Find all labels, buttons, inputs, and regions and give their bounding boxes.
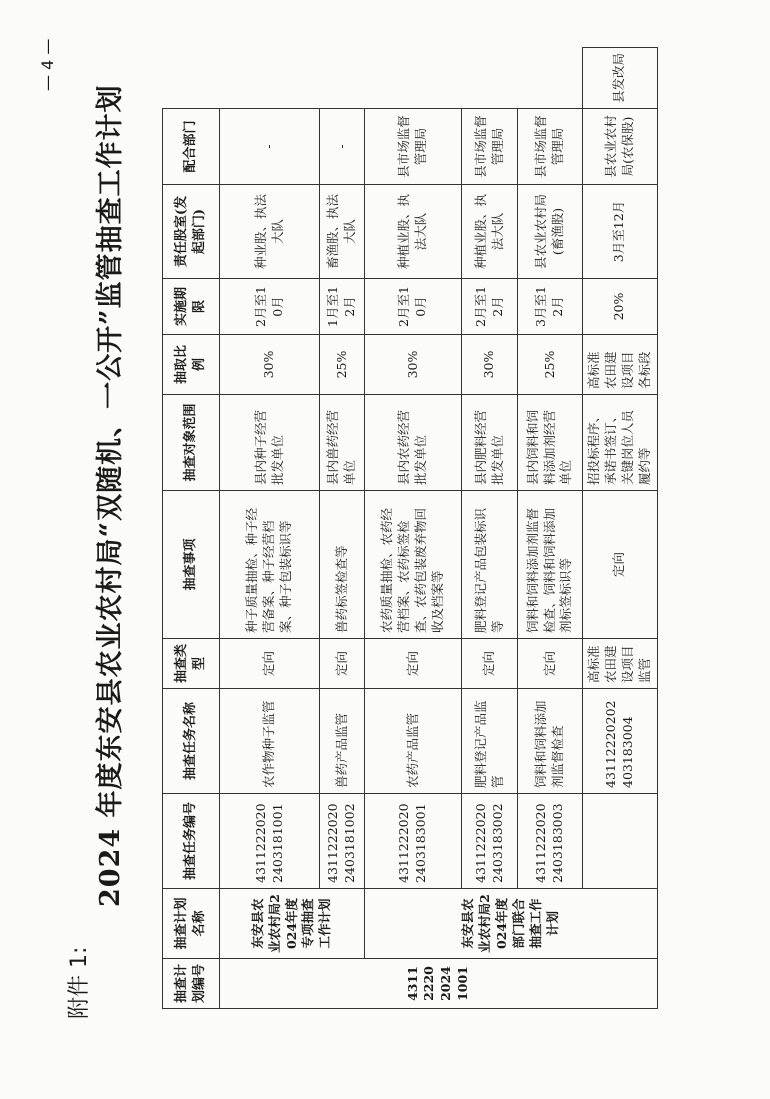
table-row xyxy=(583,47,658,1008)
period-cell: 1月至12月 xyxy=(320,279,365,335)
task-code-cell: 43112220202403183003 xyxy=(518,794,583,889)
type-cell: 定向 xyxy=(220,639,320,689)
type-cell: 定向 xyxy=(320,639,365,689)
dept-cell: 种植业股、执法大队 xyxy=(365,185,462,279)
task-name-cell: 兽药产品监管 xyxy=(320,689,365,794)
ratio-cell: 25% xyxy=(320,335,365,395)
scope-cell: 县内肥料经营批发单位 xyxy=(462,395,518,491)
task-code-cell: 43112220202403181001 xyxy=(220,794,320,889)
scope-cell: 县内种子经营批发单位 xyxy=(220,395,320,491)
task-name-cell: 高标准农田建设项目监管 xyxy=(583,639,658,689)
header-cell: 抽查计划名称 xyxy=(163,889,220,959)
table-row xyxy=(518,47,583,1008)
type-cell: 定向 xyxy=(462,639,518,689)
partner-cell: 县发改局 xyxy=(583,47,658,108)
task-name-cell: 农药产品监管 xyxy=(365,689,462,794)
scope-cell: 县内饲料和饲料添加剂经营单位 xyxy=(518,395,583,491)
ratio-cell: 20% xyxy=(583,279,658,335)
header-cell: 抽查对象范围 xyxy=(163,395,220,491)
header-cell: 抽查计划编号 xyxy=(163,959,220,1009)
header-cell: 抽查类型 xyxy=(163,639,220,689)
task-name-cell: 肥料登记产品监管 xyxy=(462,689,518,794)
scope-cell: 县内农药经营批发单位 xyxy=(365,395,462,491)
ratio-cell: 30% xyxy=(365,335,462,395)
task-code-cell: 43112220202403183004 xyxy=(583,689,658,794)
task-code-cell: 43112220202403183002 xyxy=(462,794,518,889)
period-cell: 2月至10月 xyxy=(220,279,320,335)
scope-cell: 县内兽药经营单位 xyxy=(320,395,365,491)
scope-cell: 高标准农田建设项目各标段 xyxy=(583,335,658,395)
header-cell: 配合部门 xyxy=(163,109,220,185)
period-cell: 3月至12月 xyxy=(518,279,583,335)
page-number: — 4 — xyxy=(38,38,57,91)
dept-cell: 种业股、执法大队 xyxy=(220,185,320,279)
ratio-cell: 25% xyxy=(518,335,583,395)
table-row xyxy=(320,47,365,1008)
items-cell: 饲料和饲料添加剂监督检查、饲料和饲料添加剂标签标识等 xyxy=(518,491,583,639)
items-cell: 肥料登记产品包装标识等 xyxy=(462,491,518,639)
task-code-cell: 43112220202403183001 xyxy=(365,794,462,889)
ratio-cell: 30% xyxy=(220,335,320,395)
dept-cell: 种植业股、执法大队 xyxy=(462,185,518,279)
plan-code-cell: 431122202024 1001 xyxy=(220,959,658,1009)
items-cell: 农药质量抽检、农药经营档案、农药标签检查、农药包装废弃物回收及档案等 xyxy=(365,491,462,639)
task-code-cell: 43112220202403181002 xyxy=(320,794,365,889)
items-cell: 兽药标签检查等 xyxy=(320,491,365,639)
inspection-plan-table xyxy=(162,47,658,1009)
type-cell: 定向 xyxy=(583,491,658,639)
type-cell: 定向 xyxy=(518,639,583,689)
partner-cell: 县市场监督管理局 xyxy=(518,109,583,185)
items-cell: 招投标程序、承诺书签订、关键岗位人员履约等 xyxy=(583,395,658,491)
period-cell: 2月至10月 xyxy=(365,279,462,335)
period-cell: 3月至12月 xyxy=(583,185,658,279)
task-name-cell: 饲料和饲料添加剂监督检查 xyxy=(518,689,583,794)
header-cell: 抽取比例 xyxy=(163,335,220,395)
header-cell: 抽查任务名称 xyxy=(163,689,220,794)
items-cell: 种子质量抽检、种子经营备案、种子经营档案、种子包装标识等 xyxy=(220,491,320,639)
dept-cell: 畜渔股、执法大队 xyxy=(320,185,365,279)
table-row xyxy=(220,47,320,1008)
partner-cell: - xyxy=(220,109,320,185)
partner-cell: 县市场监督管理局 xyxy=(462,109,518,185)
partner-cell: 县市场监督管理局 xyxy=(365,109,462,185)
table-row xyxy=(365,47,462,1008)
table-header-row xyxy=(163,47,220,1008)
dept-cell: 县农业农村局(畜渔股) xyxy=(518,185,583,279)
ratio-cell: 30% xyxy=(462,335,518,395)
page-title: 2024 年度东安县农业农村局“双随机、一公开”监管抽查工作计划 xyxy=(95,84,126,907)
dept-cell: 县农业农村局(农保股) xyxy=(583,109,658,185)
plan-name-cell: 东安县农业农村局2024年度部门联合抽查工作计划 xyxy=(365,889,658,959)
table-row xyxy=(462,47,518,1008)
header-cell: 责任股室(发起部门) xyxy=(163,185,220,279)
header-cell: 实施期限 xyxy=(163,279,220,335)
partner-cell: - xyxy=(320,109,365,185)
header-cell: 抽查任务编号 xyxy=(163,794,220,889)
plan-name-cell: 东安县农业农村局2024年度专项抽查工作计划 xyxy=(220,889,365,959)
attachment-label: 附件 1: xyxy=(67,946,92,1019)
plan-name-cell xyxy=(583,794,658,889)
period-cell: 2月至12月 xyxy=(462,279,518,335)
header-cell: 抽查事项 xyxy=(163,491,220,639)
task-name-cell: 农作物种子监管 xyxy=(220,689,320,794)
type-cell: 定向 xyxy=(365,639,462,689)
